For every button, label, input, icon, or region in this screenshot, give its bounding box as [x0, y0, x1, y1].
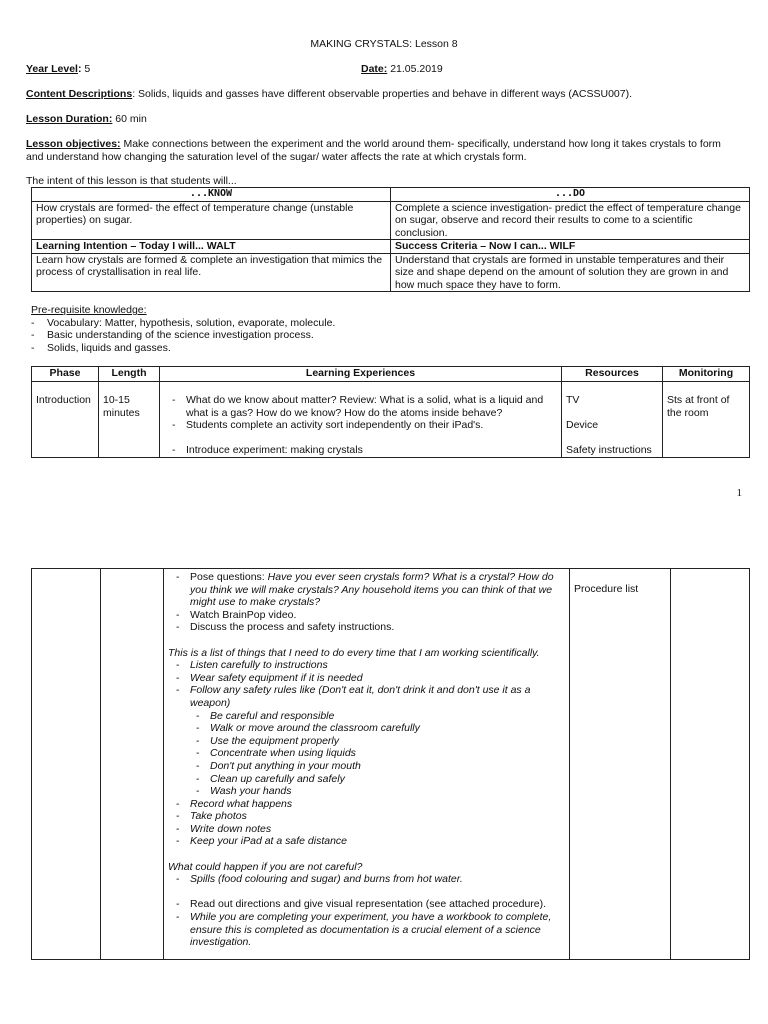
prereq-item: - Basic understanding of the science investigation process.	[31, 329, 314, 342]
sci-item: - Take photos	[168, 810, 565, 823]
resource-item: Device	[566, 419, 599, 431]
experience-item: - What do we know about matter? Review: What is a solid, what is a liquid and what is a gas? How do we know? How do the atoms inside behave?	[164, 394, 557, 419]
date-label: Date:	[361, 63, 388, 75]
careful-question: What could happen if you are not careful?	[168, 860, 363, 873]
know-do-table	[31, 187, 750, 292]
monitoring-cell-empty	[671, 569, 750, 960]
year-level-label: Year Level	[26, 63, 78, 75]
walt-text: Learn how crystals are formed & complete an investigation that mimics the process of crystallisation in real life.	[32, 253, 391, 292]
sci-sub-item: - Walk or move around the classroom carefully	[168, 722, 565, 735]
col-learning-experiences: Learning Experiences	[160, 367, 562, 382]
know-text: How crystals are formed- the effect of temperature change (unstable properties) on sugar.	[32, 201, 391, 240]
sci-sub-item: - Use the equipment properly	[168, 735, 565, 748]
date-value: 21.05.2019	[390, 63, 443, 75]
wilf-header: Success Criteria – Now I can... WILF	[391, 240, 750, 254]
sci-item: - Follow any safety rules like (Don't eat it, don't drink it and don't use it as a weapon)	[168, 684, 565, 709]
page-title: MAKING CRYSTALS: Lesson 8	[310, 38, 458, 50]
experience-item: - Watch BrainPop video.	[168, 609, 565, 622]
experience-item: - Students complete an activity sort independently on their iPad's.	[164, 419, 557, 432]
lesson-objectives-label: Lesson objectives:	[26, 138, 121, 150]
content-descriptions	[26, 88, 746, 100]
col-monitoring: Monitoring	[663, 367, 750, 382]
prereq-item: - Vocabulary: Matter, hypothesis, solution, evaporate, molecule.	[31, 316, 336, 329]
length-cell-empty	[101, 569, 164, 960]
sci-item: - Wear safety equipment if it is needed	[168, 672, 565, 685]
prereq-section	[31, 304, 335, 354]
phase-cell: Introduction	[32, 382, 99, 458]
sci-sub-item: - Wash your hands	[168, 785, 565, 798]
prereq-heading: Pre-requisite knowledge:	[31, 304, 147, 316]
col-phase: Phase	[32, 367, 99, 382]
page-number: 1	[736, 487, 742, 499]
directions-item: - Read out directions and give visual representation (see attached procedure).	[168, 898, 565, 911]
sci-item: - Listen carefully to instructions	[168, 659, 565, 672]
experience-item: - Discuss the process and safety instructions.	[168, 621, 565, 634]
date	[361, 63, 443, 75]
sci-item: - Record what happens	[168, 798, 565, 811]
col-resources: Resources	[562, 367, 663, 382]
lesson-duration-label: Lesson Duration:	[26, 113, 113, 125]
year-level: Year Level: 5	[26, 63, 91, 75]
content-descriptions-value: : Solids, liquids and gasses have different observable properties and behave in different ways (ACSSU007).	[132, 88, 633, 100]
resource-item: Safety instructions	[566, 444, 652, 456]
sci-item: - Keep your iPad at a safe distance	[168, 835, 565, 848]
lesson-objectives	[26, 138, 741, 163]
sci-sub-item: - Concentrate when using liquids	[168, 747, 565, 760]
resources-cell	[562, 382, 663, 458]
content-descriptions-label: Content Descriptions	[26, 88, 133, 100]
walt-header: Learning Intention – Today I will... WALT	[32, 240, 391, 254]
sci-item: - Write down notes	[168, 823, 565, 836]
sci-sub-item: - Be careful and responsible	[168, 710, 565, 723]
experiences-cell	[160, 382, 562, 458]
intent-line: The intent of this lesson is that students will...	[26, 175, 237, 187]
workbook-item: - While you are completing your experiment, you have a workbook to complete, ensure this is completed as documentation is a crucial element of a science investigation.	[168, 911, 565, 949]
year-level-value: 5	[84, 63, 91, 75]
careful-item: - Spills (food colouring and sugar) and burns from hot water.	[168, 873, 565, 886]
prereq-item: - Solids, liquids and gasses.	[31, 341, 171, 354]
know-header: ...KNOW	[32, 188, 391, 202]
lesson-objectives-value: Make connections between the experiment and the world around them- specifically, understand how long it takes crystals to form and understand how changing the saturation level of the sugar/ water affects the rate at which crystals form.	[26, 138, 721, 163]
continuation-table	[31, 568, 750, 960]
lesson-duration-value: 60 min	[115, 113, 147, 125]
phase-cell-empty	[32, 569, 101, 960]
resource-item: TV	[566, 394, 580, 406]
resources-cell: Procedure list	[570, 569, 671, 960]
monitoring-cell: Sts at front of the room	[663, 382, 750, 458]
col-length: Length	[99, 367, 160, 382]
sci-intro: This is a list of things that I need to do every time that I am working scientifically.	[168, 646, 540, 659]
lesson-duration	[26, 113, 147, 125]
sci-sub-item: - Don't put anything in your mouth	[168, 760, 565, 773]
length-cell: 10-15 minutes	[99, 382, 160, 458]
do-header: ...DO	[391, 188, 750, 202]
do-text: Complete a science investigation- predict the effect of temperature change on sugar, observe and record their results to come to a scientific conclusion.	[391, 201, 750, 240]
experiences-cell	[164, 569, 570, 960]
phase-table	[31, 366, 750, 458]
experience-item: - Introduce experiment: making crystals	[164, 444, 557, 457]
sci-sub-item: - Clean up carefully and safely	[168, 773, 565, 786]
wilf-text: Understand that crystals are formed in unstable temperatures and their size and shape depend on the amount of solution they are grown in and how much space they have to form.	[391, 253, 750, 292]
pose-questions-item: - Pose questions: Have you ever seen crystals form? What is a crystal? How do you think we will make crystals? Any household items you can think of that we might use to make crystals?	[168, 571, 565, 609]
